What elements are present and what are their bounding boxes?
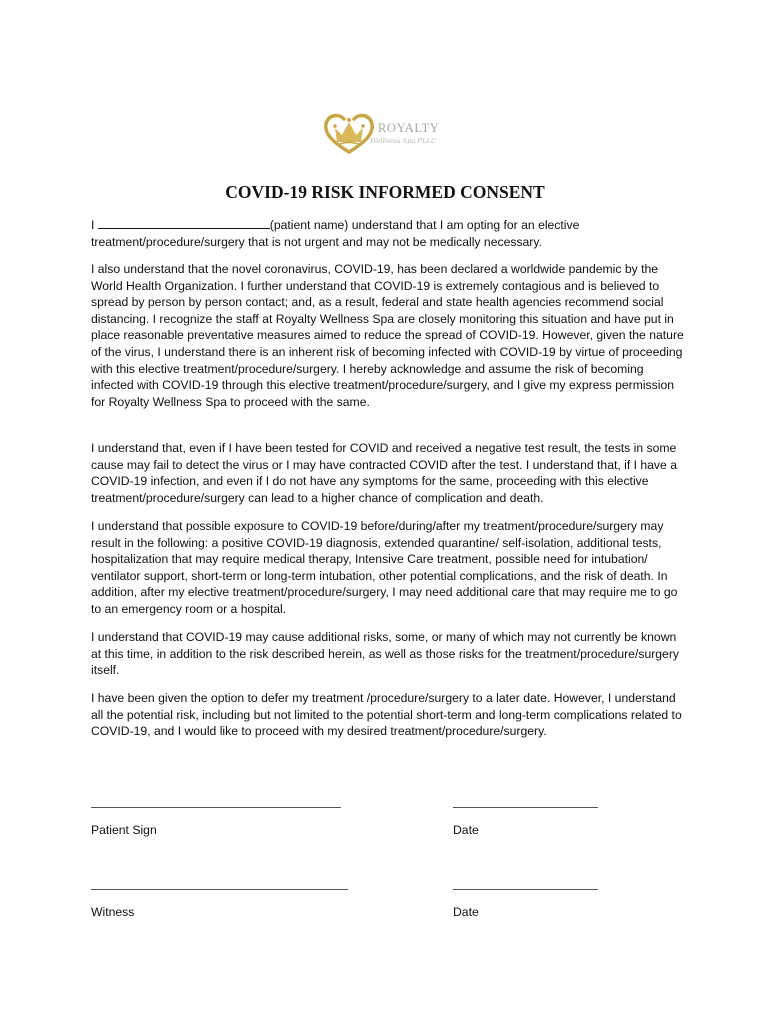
crown-heart-logo-icon bbox=[322, 110, 376, 156]
witness-label: Witness bbox=[91, 905, 135, 919]
patient-date-label: Date bbox=[453, 823, 479, 837]
intro-paragraph bbox=[91, 217, 687, 250]
paragraph-defer-option: I have been given the option to defer my treatment /procedure/surgery to a later date. However, I understand all the potential risk, including but not limited to the potential short-term and long-term complications related to COVID-19, and I would like to proceed with my desired treatment/procedure/surgery. bbox=[91, 691, 682, 739]
document-title: COVID-19 RISK INFORMED CONSENT bbox=[225, 182, 545, 202]
intro-prefix: I bbox=[91, 218, 95, 232]
logo-subtitle-text: Wellness Spa PLLC bbox=[370, 137, 437, 145]
patient-sign-label: Patient Sign bbox=[91, 823, 157, 837]
patient-date-line[interactable] bbox=[453, 807, 598, 808]
intro-text: (patient name) understand that I am opting for an elective treatment/procedure/surgery that is not urgent and may not be medically necessary. bbox=[91, 218, 580, 249]
company-logo bbox=[322, 110, 452, 156]
paragraph-pandemic: I also understand that the novel coronavirus, COVID-19, has been declared a worldwide pandemic by the World Health Organization. I further understand that COVID-19 is extremely contagious and is believed to spread by person by person contact; and, as a result, federal and state health agencies recommend social distancing. I recognize the staff at Royalty Wellness Spa are closely monitoring this situation and have put in place reasonable preventative measures aimed to reduce the spread of COVID-19. However, given the nature of the virus, I understand there is an inherent risk of becoming infected with COVID-19 by virtue of proceeding with this elective treatment/procedure/surgery. I hereby acknowledge and assume the risk of becoming infected with COVID-19 through this elective treatment/procedure/surgery, and I give my express permission for Royalty Wellness Spa to proceed with the same. bbox=[91, 262, 684, 409]
paragraph-testing: I understand that, even if I have been tested for COVID and received a negative test result, the tests in some cause may fail to detect the virus or I may have contracted COVID after the test. I understand that, if I have a COVID-19 infection, and even if I do not have any symptoms for the same, proceeding with this elective treatment/procedure/surgery can lead to a higher chance of complication and death. bbox=[91, 441, 677, 505]
witness-date-label: Date bbox=[453, 905, 479, 919]
paragraph-exposure: I understand that possible exposure to COVID-19 before/during/after my treatment/procedure/surgery may result in the following: a positive COVID-19 diagnosis, extended quarantine/ self-isolation, additional tests, hospitalization that may require medical therapy, Intensive Care treatment, possible need for intubation/ ventilator support, short-term or long-term intubation, other potential complications, and the risk of death. In addition, after my elective treatment/procedure/surgery, I may need additional care that may require me to go to an emergency room or a hospital. bbox=[91, 519, 678, 616]
paragraph-additional-risks: I understand that COVID-19 may cause additional risks, some, or many of which may not currently be known at this time, in addition to the risk described herein, as well as those risks for the treatment/procedure/surgery itself. bbox=[91, 630, 679, 678]
witness-signature-line[interactable] bbox=[91, 889, 348, 890]
patient-name-blank[interactable] bbox=[98, 218, 270, 229]
logo-brand-text: ROYALTY bbox=[378, 121, 440, 135]
patient-signature-line[interactable] bbox=[91, 807, 341, 808]
witness-date-line[interactable] bbox=[453, 889, 598, 890]
